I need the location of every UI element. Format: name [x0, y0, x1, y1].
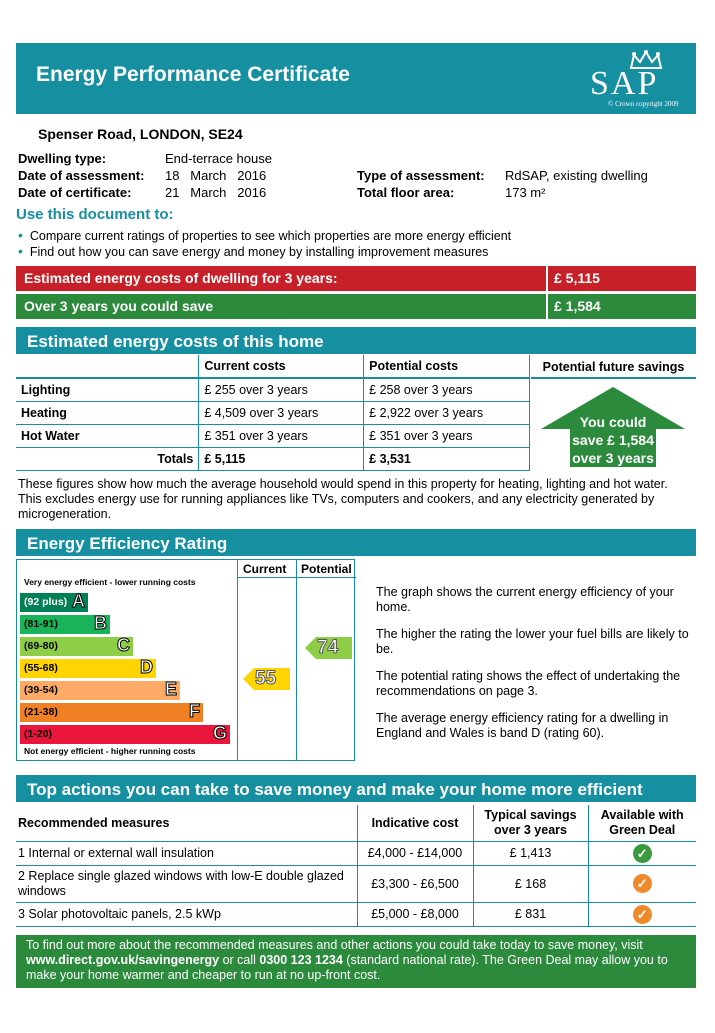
measure-savings: £ 168 [473, 865, 588, 902]
table-row [16, 865, 696, 902]
band-letter: F [189, 701, 200, 721]
measure-cost: £3,300 - £6,500 [357, 865, 473, 902]
table-row [16, 424, 530, 447]
save-summary-value: £ 1,584 [548, 294, 696, 319]
table-row [16, 841, 696, 865]
page-title: Energy Performance Certificate [36, 63, 350, 86]
table-row [16, 902, 696, 926]
footer-note [16, 935, 696, 988]
rating-paragraph: The average energy efficiency rating for a dwelling in England and Wales is band D (rating 60). [376, 711, 669, 740]
date-certificate-label: Date of certificate: [18, 185, 132, 200]
band-range: (1-20) [24, 728, 53, 740]
measure-text: 1 Internal or external wall insulation [16, 841, 357, 865]
total-potential: £ 3,531 [364, 447, 530, 470]
band-letter: A [72, 591, 85, 611]
measure-savings: £ 831 [473, 902, 588, 926]
use-bullet-text: Find out how you can save energy and money by installing improvement measures [29, 245, 489, 259]
date-certificate-value: 21 March 2016 [165, 185, 267, 200]
column-divider [237, 577, 356, 578]
rating-chart [16, 559, 355, 761]
band-letter: C [117, 635, 130, 655]
property-address: Spenser Road, LONDON, SE24 [38, 126, 243, 142]
col-cost: Indicative cost [357, 805, 473, 841]
band-letter: G [212, 723, 227, 743]
band-range: (21-38) [24, 706, 58, 718]
savings-line: You could [579, 414, 647, 430]
total-current: £ 5,115 [199, 447, 364, 470]
dwelling-type-label: Dwelling type: [18, 151, 107, 166]
savings-arrow-text [540, 413, 686, 467]
table-header-empty [16, 355, 199, 378]
band-letter: D [140, 657, 153, 677]
use-bullet [18, 243, 488, 259]
rating-col-potential: Potential [301, 562, 352, 576]
rating-band [20, 637, 133, 656]
floor-area-value: 173 m² [505, 185, 546, 200]
row-potential: £ 258 over 3 years [364, 378, 530, 401]
savings-line: save £ 1,584 [572, 432, 654, 448]
band-range: (55-68) [24, 662, 58, 674]
green-deal-check-icon: ✓ [633, 844, 652, 863]
costs-table [16, 355, 530, 471]
savings-line: over 3 years [572, 450, 654, 466]
future-savings-header: Potential future savings [531, 355, 696, 379]
row-potential: £ 351 over 3 years [364, 424, 530, 447]
use-heading: Use this document to: [16, 206, 174, 223]
table-row [16, 401, 530, 424]
band-letter: E [164, 679, 177, 699]
certificate-header [16, 43, 696, 114]
measure-savings: £ 1,413 [473, 841, 588, 865]
band-range: (81-91) [24, 618, 58, 630]
rating-band [20, 681, 180, 700]
dwelling-type-value: End-terrace house [165, 151, 272, 166]
green-deal-check-icon: ✓ [633, 874, 652, 893]
column-divider [296, 560, 297, 760]
col-savings: Typical savings over 3 years [473, 805, 588, 841]
rating-band [20, 615, 110, 634]
type-assessment-label: Type of assessment: [357, 168, 485, 183]
table-row [16, 378, 530, 401]
copyright-text: © Crown copyright 2009 [608, 100, 679, 108]
sap-logo-text: SAP [590, 65, 659, 102]
table-header-current: Current costs [199, 355, 364, 378]
rating-band [20, 659, 156, 678]
measure-cost: £4,000 - £14,000 [357, 841, 473, 865]
row-current: £ 351 over 3 years [199, 424, 364, 447]
bullet-icon: • [18, 227, 23, 243]
rating-bottom-label: Not energy efficient - higher running costs [24, 746, 196, 756]
row-potential: £ 2,922 over 3 years [364, 401, 530, 424]
use-bullet-text: Compare current ratings of properties to see which properties are more energy efficient [29, 229, 512, 243]
footer-text: To find out more about the recommended measures and other actions you could take today to save money, visit [26, 938, 643, 952]
floor-area-label: Total floor area: [357, 185, 455, 200]
footer-text: (standard national rate). The Green Deal may allow you to make your home warmer and cheaper to run at no up-front cost. [26, 953, 668, 982]
row-current: £ 255 over 3 years [199, 378, 364, 401]
bullet-icon: • [18, 243, 23, 259]
use-bullet [18, 227, 511, 243]
sap-logo [590, 49, 690, 109]
table-header-potential: Potential costs [364, 355, 530, 378]
potential-rating-value: 74 [317, 637, 339, 658]
rating-paragraph: The higher the rating the lower your fuel bills are likely to be. [376, 627, 689, 656]
band-range: (69-80) [24, 640, 58, 652]
rating-band [20, 703, 203, 722]
footer-link[interactable]: www.direct.gov.uk/savingenergy [26, 953, 220, 967]
col-measures: Recommended measures [16, 805, 357, 841]
footer-phone: 0300 123 1234 [259, 953, 343, 967]
row-current: £ 4,509 over 3 years [199, 401, 364, 424]
row-label: Hot Water [16, 424, 199, 447]
row-label: Heating [16, 401, 199, 424]
band-range: (92 plus) [24, 596, 68, 608]
cost-summary-label: Estimated energy costs of dwelling for 3 years: [16, 266, 546, 291]
save-summary-label: Over 3 years you could save [16, 294, 546, 319]
rating-band [20, 593, 88, 612]
costs-heading: Estimated energy costs of this home [16, 327, 696, 354]
rating-paragraph: The potential rating shows the effect of undertaking the recommendations on page 3. [376, 669, 681, 698]
type-assessment-value: RdSAP, existing dwelling [505, 168, 648, 183]
rating-text [376, 585, 701, 741]
measure-cost: £5,000 - £8,000 [357, 902, 473, 926]
measure-text: 3 Solar photovoltaic panels, 2.5 kWp [16, 902, 357, 926]
col-green-deal: Available with Green Deal [588, 805, 696, 841]
green-deal-check-icon: ✓ [633, 905, 652, 924]
actions-heading: Top actions you can take to save money and make your home more efficient [16, 775, 696, 802]
date-assessment-value: 18 March 2016 [165, 168, 267, 183]
row-label: Lighting [16, 378, 199, 401]
totals-row [16, 447, 530, 470]
measure-text: 2 Replace single glazed windows with low-E double glazed windows [16, 865, 357, 902]
band-letter: B [94, 613, 107, 633]
column-divider [237, 560, 238, 760]
rating-paragraph: The graph shows the current energy efficiency of your home. [376, 585, 674, 614]
current-rating-value: 55 [255, 668, 277, 689]
rating-col-current: Current [243, 562, 287, 576]
band-range: (39-54) [24, 684, 58, 696]
cost-summary-value: £ 5,115 [548, 266, 696, 291]
footer-text: or call [219, 953, 260, 967]
actions-table [16, 805, 696, 927]
totals-label: Totals [16, 447, 199, 470]
costs-note: These figures show how much the average household would spend in this property for heating, lighting and hot water. This excludes energy use for running appliances like TVs, computers and cookers, and any electricity generated by microgeneration. [18, 477, 668, 521]
rating-heading: Energy Efficiency Rating [16, 529, 696, 556]
rating-band [20, 725, 230, 744]
rating-top-label: Very energy efficient - lower running costs [24, 577, 196, 587]
date-assessment-label: Date of assessment: [18, 168, 145, 183]
